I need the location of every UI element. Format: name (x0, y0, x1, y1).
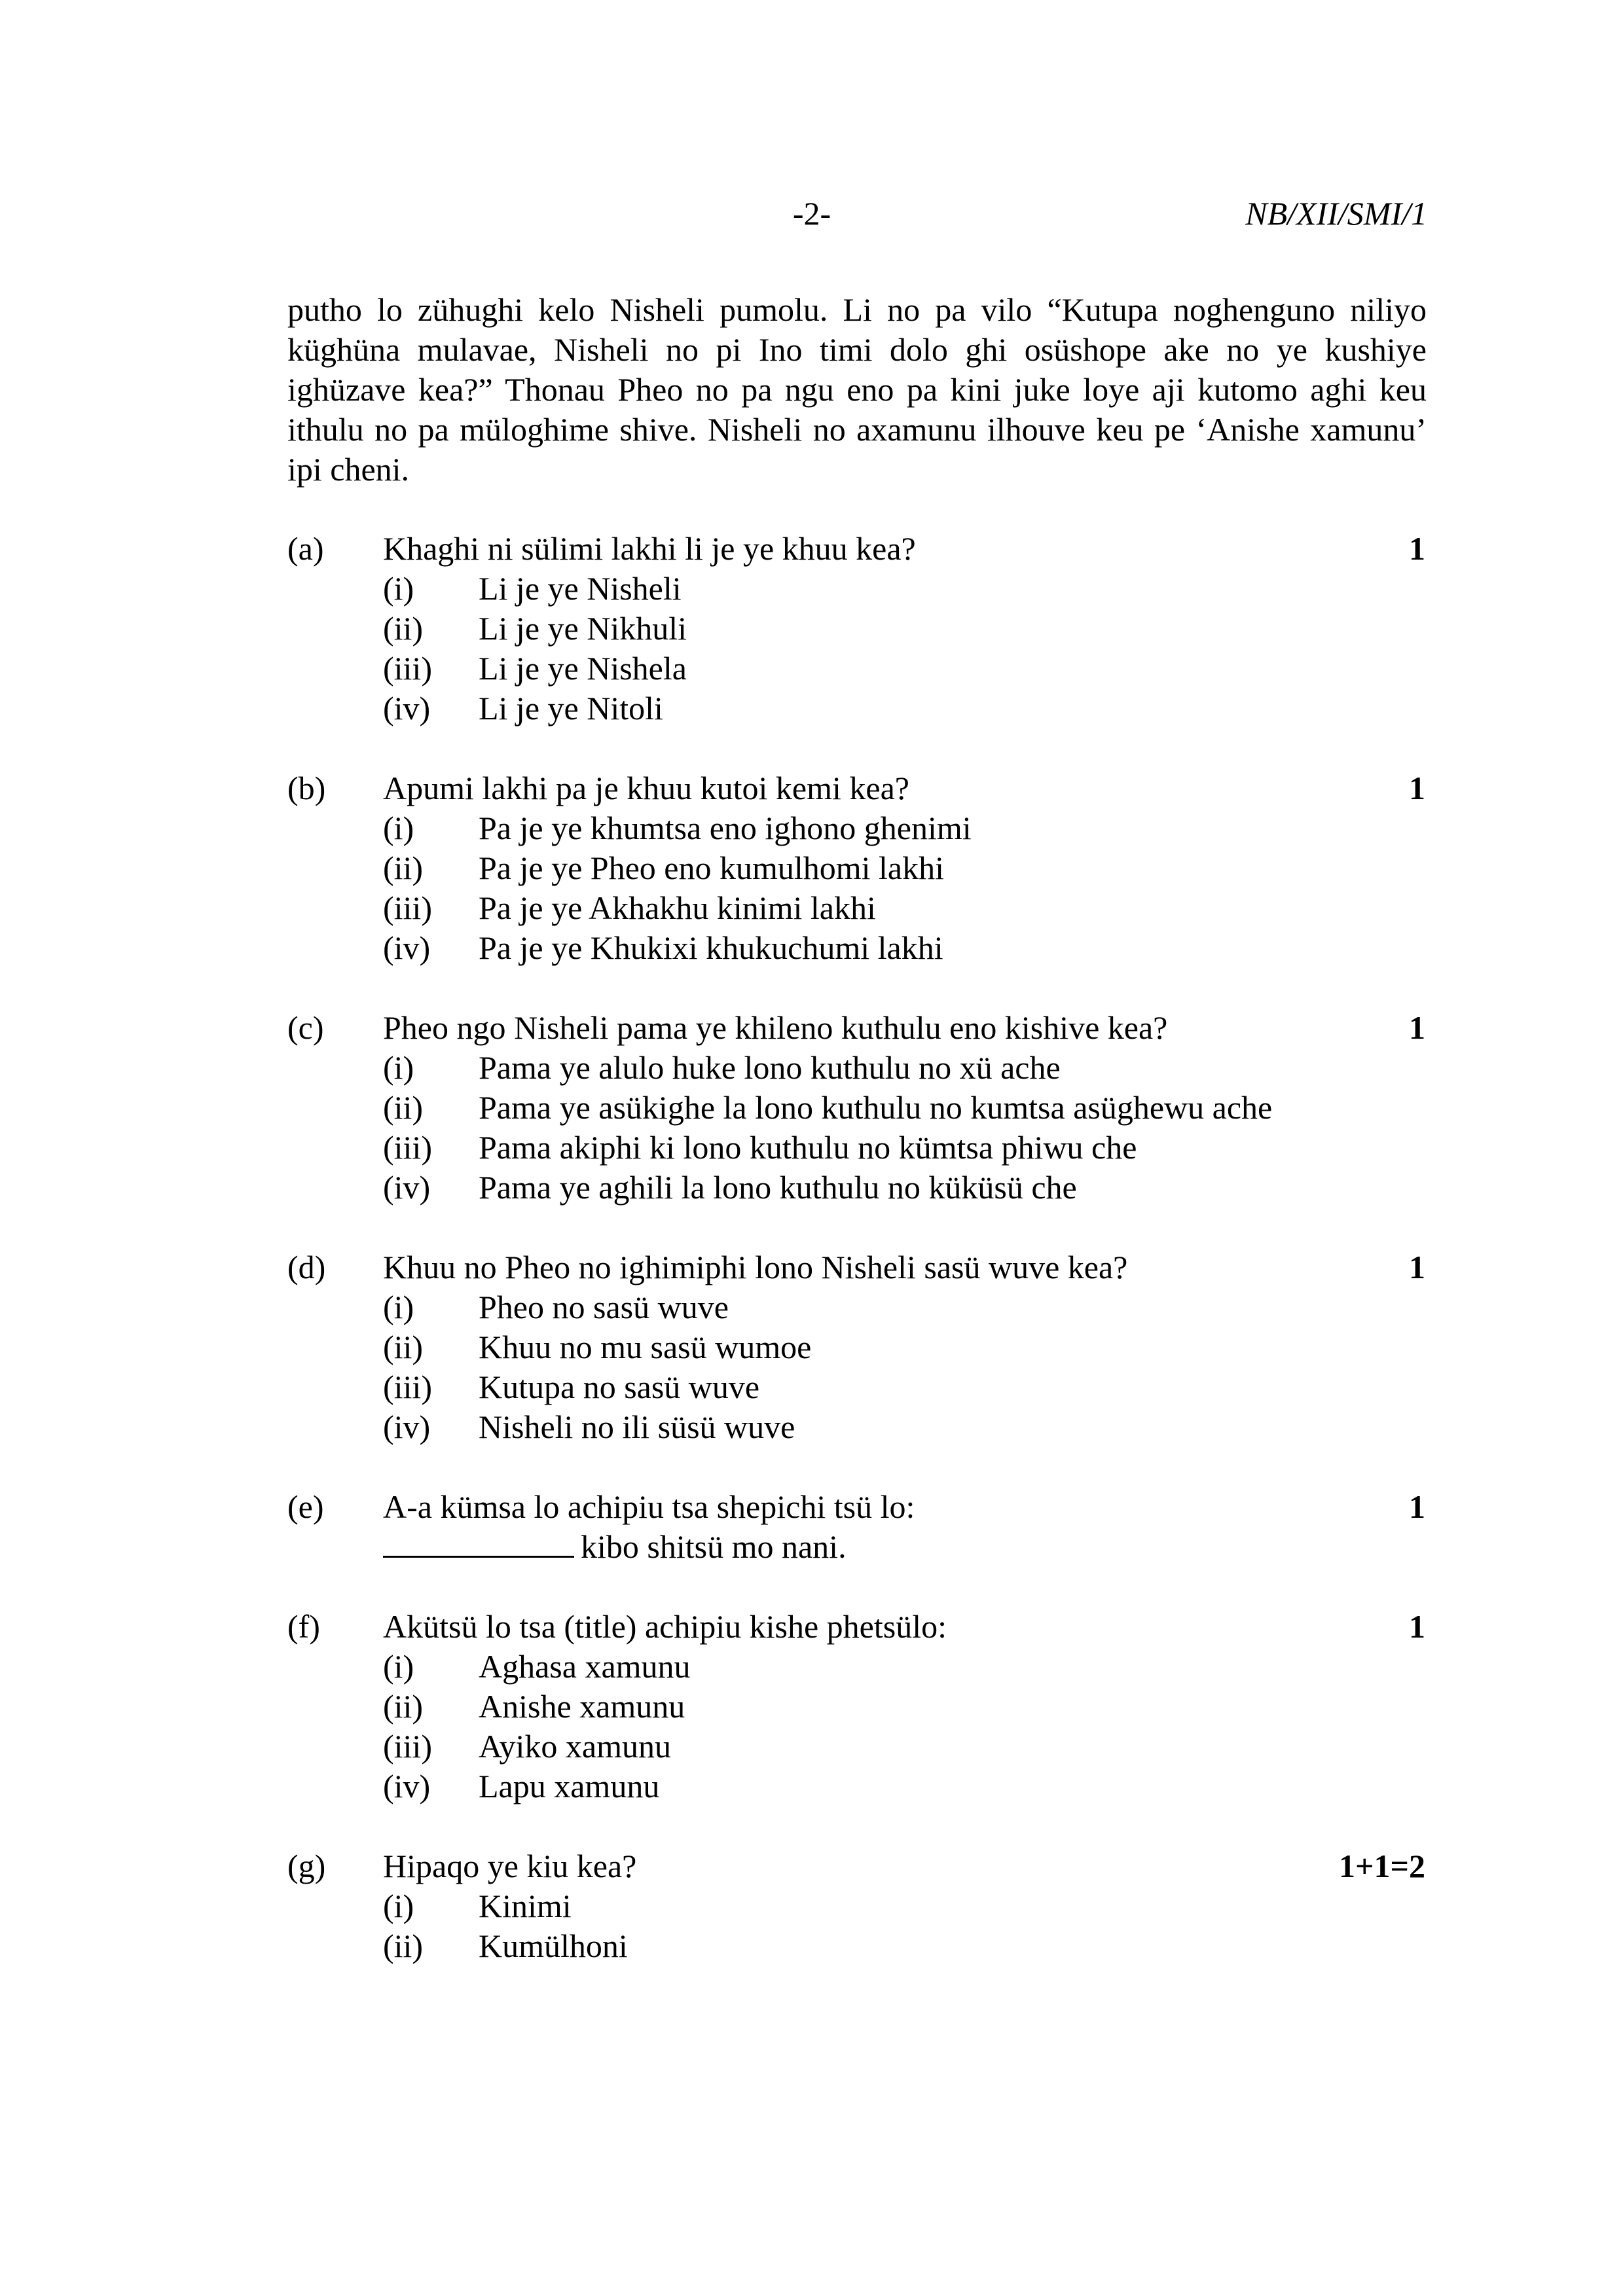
option-text: Pa je ye Khukixi khukuchumi lakhi (479, 929, 943, 966)
question-header (287, 1846, 1427, 1886)
option-label: (i) (383, 1049, 414, 1086)
question-marks: 1 (1409, 1249, 1425, 1285)
question-g (287, 1846, 1427, 1966)
question-text: Hipaqo ye kiu kea? (383, 1848, 637, 1884)
option-text: Pama ye aghili la lono kuthulu no küküsü che (479, 1169, 1077, 1206)
question-marks: 1+1=2 (1339, 1848, 1425, 1884)
question-label: (b) (287, 770, 326, 806)
question-header (287, 1008, 1427, 1048)
question-text: A-a kümsa lo achipiu tsa shepichi tsü lo: (383, 1488, 915, 1525)
option-text: Li je ye Nisheli (479, 570, 682, 607)
question-text: Apumi lakhi pa je khuu kutoi kemi kea? (383, 770, 909, 806)
question-header (287, 1247, 1427, 1287)
option-text: Pa je ye Akhakhu kinimi lakhi (479, 889, 876, 926)
option-item (383, 1327, 1427, 1367)
option-label: (i) (383, 570, 414, 607)
option-list (383, 1886, 1427, 1966)
question-text: Khuu no Pheo no ighimiphi lono Nisheli sasü wuve kea? (383, 1249, 1128, 1285)
option-item (383, 1407, 1427, 1447)
option-list (383, 569, 1427, 728)
question-label: (d) (287, 1249, 326, 1285)
option-label: (ii) (383, 850, 424, 886)
option-text: Pa je ye khumtsa eno ighono ghenimi (479, 810, 972, 846)
question-text: Khaghi ni sülimi lakhi li je ye khuu kea? (383, 530, 916, 567)
option-list (383, 1287, 1427, 1447)
question-c (287, 1008, 1427, 1208)
option-label: (iv) (383, 1408, 431, 1445)
passage-paragraph: putho lo zühughi kelo Nisheli pumolu. Li no pa vilo “Kutupa noghenguno niliyo küghüna mulavae, Nisheli no pi Ino timi dolo ghi osüshope ake no ye kushiye ighüzave kea?” Thonau Pheo no pa ngu eno pa kini juke loye aji kutomo aghi keu ithulu no pa müloghime shive. Nisheli no axamunu ilhouve keu pe ‘Anishe xamunu’ ipi cheni. (287, 291, 1427, 488)
option-text: Pama ye asükighe la lono kuthulu no kumtsa asüghewu ache (479, 1089, 1273, 1126)
option-item (383, 848, 1427, 888)
option-label: (iv) (383, 690, 431, 726)
question-d (287, 1247, 1427, 1447)
option-text: Kumülhoni (479, 1928, 628, 1964)
question-header (287, 768, 1427, 808)
question-f (287, 1607, 1427, 1806)
option-label: (iv) (383, 1169, 431, 1206)
question-label: (e) (287, 1488, 324, 1525)
option-label: (iii) (383, 1728, 432, 1765)
option-text: Li je ye Nitoli (479, 690, 663, 726)
option-item (383, 569, 1427, 609)
page-number: -2- (792, 195, 831, 232)
option-item (383, 1767, 1427, 1806)
option-text: Lapu xamunu (479, 1768, 660, 1804)
option-item (383, 1687, 1427, 1727)
question-b (287, 768, 1427, 968)
option-text: Li je ye Nikhuli (479, 610, 687, 647)
option-list (383, 1647, 1427, 1806)
question-header (287, 529, 1427, 569)
option-label: (ii) (383, 1928, 424, 1964)
option-item (383, 1647, 1427, 1687)
option-item (383, 1048, 1427, 1088)
option-label: (i) (383, 1289, 414, 1325)
option-label: (iii) (383, 889, 432, 926)
option-label: (ii) (383, 610, 424, 647)
question-marks: 1 (1409, 1488, 1425, 1525)
question-marks: 1 (1409, 1608, 1425, 1645)
question-list (287, 529, 1427, 2006)
option-text: Khuu no mu sasü wumoe (479, 1329, 812, 1365)
option-label: (iii) (383, 1129, 432, 1166)
question-e (287, 1487, 1427, 1567)
option-label: (i) (383, 1888, 414, 1924)
option-item (383, 649, 1427, 689)
option-item (383, 888, 1427, 928)
question-text: Pheo ngo Nisheli pama ye khileno kuthulu eno kishive kea? (383, 1009, 1168, 1046)
question-label: (g) (287, 1848, 326, 1884)
option-label: (i) (383, 1648, 414, 1685)
question-marks: 1 (1409, 530, 1425, 567)
option-item (383, 928, 1427, 968)
paper-code: NB/XII/SMI/1 (1245, 195, 1427, 232)
option-text: Kutupa no sasü wuve (479, 1369, 760, 1405)
option-item (383, 609, 1427, 649)
option-item (383, 1926, 1427, 1966)
option-item (383, 1128, 1427, 1168)
option-list (383, 1048, 1427, 1208)
option-text: Aghasa xamunu (479, 1648, 691, 1685)
option-text: Kinimi (479, 1888, 572, 1924)
option-text: Ayiko xamunu (479, 1728, 671, 1765)
option-text: Pa je ye Pheo eno kumulhomi lakhi (479, 850, 945, 886)
option-item (383, 1088, 1427, 1128)
answer-blank (383, 1528, 574, 1558)
question-label: (f) (287, 1608, 320, 1645)
option-label: (i) (383, 810, 414, 846)
question-header (287, 1487, 1427, 1527)
option-list (383, 808, 1427, 968)
option-label: (ii) (383, 1329, 424, 1365)
option-item (383, 689, 1427, 728)
fill-in-blank-line (383, 1527, 1427, 1567)
option-item (383, 1886, 1427, 1926)
question-marks: 1 (1409, 1009, 1425, 1046)
question-marks: 1 (1409, 770, 1425, 806)
question-header (287, 1607, 1427, 1647)
option-label: (iv) (383, 1768, 431, 1804)
option-label: (ii) (383, 1089, 424, 1126)
option-item (383, 1168, 1427, 1208)
option-text: Pama ye alulo huke lono kuthulu no xü ache (479, 1049, 1061, 1086)
option-label: (iv) (383, 929, 431, 966)
option-text: Li je ye Nishela (479, 650, 687, 687)
question-label: (a) (287, 530, 324, 567)
option-label: (iii) (383, 650, 432, 687)
option-item (383, 1727, 1427, 1767)
option-text: Pheo no sasü wuve (479, 1289, 729, 1325)
option-text: Pama akiphi ki lono kuthulu no kümtsa phiwu che (479, 1129, 1137, 1166)
option-text: Nisheli no ili süsü wuve (479, 1408, 795, 1445)
question-text: Akütsü lo tsa (title) achipiu kishe phetsülo: (383, 1608, 947, 1645)
option-label: (iii) (383, 1369, 432, 1405)
option-item (383, 1287, 1427, 1327)
option-item (383, 808, 1427, 848)
option-label: (ii) (383, 1688, 424, 1725)
option-item (383, 1367, 1427, 1407)
question-a (287, 529, 1427, 728)
option-text: Anishe xamunu (479, 1688, 685, 1725)
question-label: (c) (287, 1009, 324, 1046)
fill-in-text: kibo shitsü mo nani. (581, 1528, 847, 1565)
